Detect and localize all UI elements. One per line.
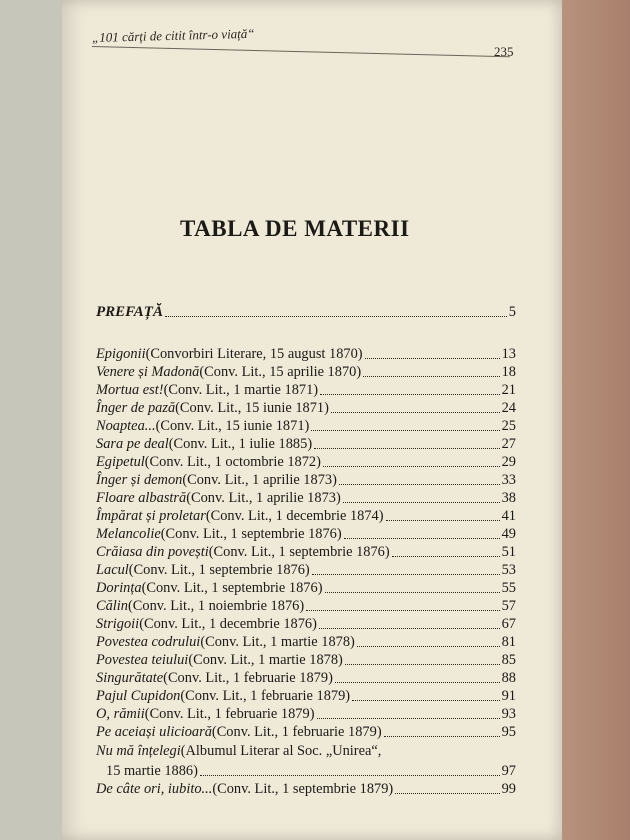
toc-row <box>96 615 516 633</box>
toc-entry-title: Noaptea... <box>96 418 156 434</box>
toc-row <box>96 669 516 687</box>
toc-entry-page: 33 <box>501 472 516 488</box>
toc-entry-page: 81 <box>501 634 516 650</box>
toc-entry-source: (Conv. Lit., 1 martie 1871) <box>163 382 319 398</box>
toc-entry-source: (Conv. Lit., 1 noiembrie 1876) <box>128 598 305 614</box>
toc-entry-source: (Conv. Lit., 1 decembrie 1876) <box>139 616 317 632</box>
toc-row-multiline-second <box>96 762 516 780</box>
toc-row <box>96 687 516 705</box>
toc-row <box>96 363 516 381</box>
toc-entry-title: O, rămii <box>96 706 145 722</box>
running-header-title: „101 cărți de citit într-o viață“ <box>91 25 255 45</box>
toc-row <box>96 597 516 615</box>
toc-entry-source: (Conv. Lit., 1 septembrie 1876) <box>160 526 342 542</box>
toc-entry-source: (Conv. Lit., 15 iunie 1871) <box>175 400 329 416</box>
toc-entry-page: 24 <box>501 400 516 416</box>
toc-entry-source: 15 martie 1886) <box>106 763 198 779</box>
dot-leader <box>352 700 500 701</box>
toc-entry-source: (Conv. Lit., 1 februarie 1879) <box>211 724 382 740</box>
toc-entry-title: PREFAȚĂ <box>96 304 163 320</box>
dot-leader <box>314 448 500 449</box>
toc-row <box>96 453 516 471</box>
toc-entry-title: Melancolie <box>96 526 161 542</box>
dot-leader <box>345 664 500 665</box>
toc-entry-title: Lacul <box>96 562 129 578</box>
toc-row <box>96 399 516 417</box>
table-of-contents <box>96 303 516 798</box>
dot-leader <box>384 736 500 737</box>
toc-entry-source: (Conv. Lit., 1 decembrie 1874) <box>205 508 384 524</box>
toc-row-preface <box>96 303 516 321</box>
toc-title: TABLA DE MATERII <box>180 216 410 241</box>
dot-leader <box>357 646 500 647</box>
dot-leader <box>386 520 500 521</box>
toc-entry-page: 13 <box>501 346 516 362</box>
toc-entry-source: (Conv. Lit., 1 februarie 1879) <box>163 670 333 686</box>
toc-entry-page: 67 <box>501 616 516 632</box>
toc-entry-page: 57 <box>501 598 516 614</box>
toc-entry-title: Venere și Madonă <box>96 364 200 380</box>
dot-leader <box>331 412 500 413</box>
toc-row <box>96 489 516 507</box>
toc-entry-page: 38 <box>501 490 516 506</box>
toc-entry-page: 91 <box>501 688 516 704</box>
toc-row <box>96 579 516 597</box>
toc-entry-title: Floare albastră <box>96 490 187 506</box>
toc-entry-page: 55 <box>501 580 516 596</box>
toc-entry-page: 21 <box>501 382 516 398</box>
dot-leader <box>165 316 507 317</box>
toc-row <box>96 435 516 453</box>
toc-entry-title: Povestea codrului <box>96 634 201 650</box>
toc-row <box>96 651 516 669</box>
toc-entry-page: 5 <box>508 304 516 320</box>
toc-entry-title: Înger și demon <box>96 472 183 488</box>
toc-entry-source: (Convorbiri Literare, 15 august 1870) <box>145 346 363 362</box>
dot-leader <box>335 682 500 683</box>
toc-entry-page: 27 <box>501 436 516 452</box>
toc-entry-title: Sara pe deal <box>96 436 169 452</box>
toc-entry-source: (Conv. Lit., 1 martie 1878) <box>200 634 355 650</box>
toc-row-multiline-first <box>96 742 516 760</box>
dot-leader <box>311 430 499 431</box>
dot-leader <box>317 718 500 719</box>
toc-entry-source: (Albumul Literar al Soc. „Unirea“, <box>180 743 382 759</box>
dot-leader <box>200 775 500 776</box>
toc-entry-page: 99 <box>501 781 516 797</box>
toc-entry-title: Călin <box>96 598 128 614</box>
toc-row <box>96 525 516 543</box>
toc-entry-source: (Conv. Lit., 1 martie 1878) <box>188 652 343 668</box>
toc-entry-title: Singurătate <box>96 670 164 686</box>
dot-leader <box>323 466 500 467</box>
toc-entry-page: 18 <box>501 364 516 380</box>
toc-entry-page: 88 <box>501 670 516 686</box>
dot-leader <box>395 793 499 794</box>
toc-entry-title: Epigonii <box>96 346 146 362</box>
book-page-edge <box>562 0 630 840</box>
toc-entry-source: (Conv. Lit., 1 septembrie 1876) <box>128 562 310 578</box>
dot-leader <box>343 502 500 503</box>
dot-leader <box>306 610 499 611</box>
toc-entries <box>96 345 516 741</box>
toc-entry-page: 51 <box>501 544 516 560</box>
toc-row <box>96 705 516 723</box>
toc-entry-source: (Conv. Lit., 1 aprilie 1873) <box>186 490 341 506</box>
toc-entry-page: 85 <box>501 652 516 668</box>
toc-entry-title: Împărat și proletar <box>96 508 206 524</box>
toc-row <box>96 417 516 435</box>
dot-leader <box>363 376 499 377</box>
toc-entry-source: (Conv. Lit., 1 septembrie 1876) <box>141 580 323 596</box>
toc-entry-source: (Conv. Lit., 1 septembrie 1879) <box>212 781 394 797</box>
toc-entry-title: Pajul Cupidon <box>96 688 181 704</box>
toc-entry-source: (Conv. Lit., 1 februarie 1879) <box>180 688 351 704</box>
dot-leader <box>319 628 500 629</box>
toc-entry-page: 41 <box>501 508 516 524</box>
toc-row <box>96 543 516 561</box>
toc-entry-page: 53 <box>501 562 516 578</box>
toc-entry-title: De câte ori, iubito... <box>96 781 213 797</box>
toc-entry-title: Povestea teiului <box>96 652 189 668</box>
toc-row <box>96 561 516 579</box>
toc-entry-source: (Conv. Lit., 15 iunie 1871) <box>155 418 310 434</box>
dot-leader <box>325 592 500 593</box>
toc-row-last <box>96 780 516 798</box>
toc-entry-title: Înger de pază <box>96 400 176 416</box>
toc-entry-page: 95 <box>501 724 516 740</box>
toc-entry-page: 93 <box>501 706 516 722</box>
toc-entry-title: Pe aceiași ulicioară <box>96 724 212 740</box>
toc-entry-title: Egipetul <box>96 454 145 470</box>
toc-row <box>96 723 516 741</box>
toc-entry-page: 25 <box>501 418 516 434</box>
toc-entry-title: Crăiasa din povești <box>96 544 209 560</box>
toc-entry-page: 29 <box>501 454 516 470</box>
toc-entry-source: (Conv. Lit., 1 octombrie 1872) <box>144 454 321 470</box>
toc-entry-source: (Conv. Lit., 15 aprilie 1870) <box>199 364 362 380</box>
dot-leader <box>320 394 500 395</box>
toc-entry-page: 49 <box>501 526 516 542</box>
dot-leader <box>392 556 500 557</box>
toc-entry-source: (Conv. Lit., 1 septembrie 1876) <box>208 544 390 560</box>
dot-leader <box>339 484 500 485</box>
page-number: 235 <box>494 44 514 59</box>
dot-leader <box>344 538 500 539</box>
toc-entry-title: Nu mă înțelegi <box>96 743 181 759</box>
toc-row <box>96 471 516 489</box>
toc-row <box>96 633 516 651</box>
toc-row <box>96 345 516 363</box>
dot-leader <box>312 574 500 575</box>
toc-entry-title: Mortua est! <box>96 382 164 398</box>
toc-row <box>96 507 516 525</box>
toc-row <box>96 381 516 399</box>
toc-entry-source: (Conv. Lit., 1 februarie 1879) <box>144 706 315 722</box>
dot-leader <box>365 358 500 359</box>
toc-entry-source: (Conv. Lit., 1 iulie 1885) <box>168 436 313 452</box>
toc-entry-page: 97 <box>501 763 516 779</box>
toc-entry-title: Strigoii <box>96 616 140 632</box>
toc-entry-title: Dorința <box>96 580 142 596</box>
toc-entry-source: (Conv. Lit., 1 aprilie 1873) <box>182 472 337 488</box>
